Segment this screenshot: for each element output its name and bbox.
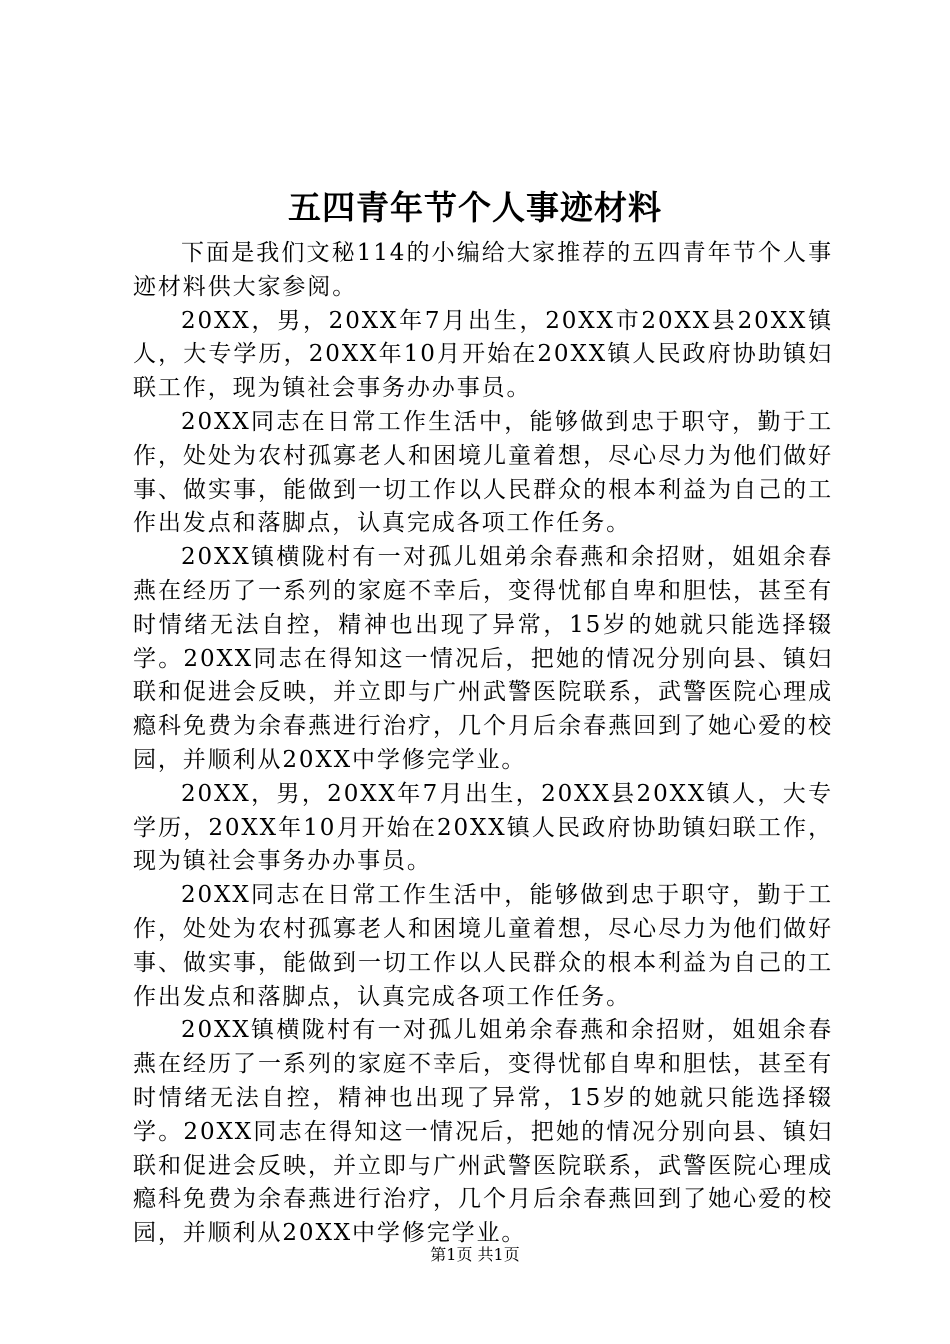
paragraph-profile-1: 20XX，男，20XX年7月出生，20XX市20XX县20XX镇人，大专学历，20XX年10月开始在20XX镇人民政府协助镇妇联工作，现为镇社会事务办办事员。	[133, 307, 833, 402]
paragraph-profile-2: 20XX，男，20XX年7月出生，20XX县20XX镇人，大专学历，20XX年10月开始在20XX镇人民政府协助镇妇联工作，现为镇社会事务办办事员。	[133, 780, 833, 875]
paragraph-work-2: 20XX同志在日常工作生活中，能够做到忠于职守，勤于工作，处处为农村孤寡老人和困境儿童着想，尽心尽力为他们做好事、做实事，能做到一切工作以人民群众的根本利益为自己的工作出发点和落脚点，认真完成各项工作任务。	[133, 882, 833, 1010]
document-title: 五四青年节个人事迹材料	[288, 188, 662, 227]
page-number-footer: 第1页 共1页	[430, 1245, 520, 1264]
document-body	[133, 237, 833, 1251]
paragraph-intro: 下面是我们文秘114的小编给大家推荐的五四青年节个人事迹材料供大家参阅。	[133, 240, 833, 300]
paragraph-story-2: 20XX镇横陇村有一对孤儿姐弟余春燕和余招财，姐姐余春燕在经历了一系列的家庭不幸后，变得忧郁自卑和胆怯，甚至有时情绪无法自控，精神也出现了异常，15岁的她就只能选择辍学。20XX同志在得知这一情况后，把她的情况分别向县、镇妇联和促进会反映，并立即与广州武警医院联系，武警医院心理成瘾科免费为余春燕进行治疗，几个月后余春燕回到了她心爱的校园，并顺利从20XX中学修完学业。	[133, 1017, 833, 1247]
paragraph-work-1: 20XX同志在日常工作生活中，能够做到忠于职守，勤于工作，处处为农村孤寡老人和困境儿童着想，尽心尽力为他们做好事、做实事，能做到一切工作以人民群众的根本利益为自己的工作出发点和落脚点，认真完成各项工作任务。	[133, 408, 833, 537]
paragraph-story-1: 20XX镇横陇村有一对孤儿姐弟余春燕和余招财，姐姐余春燕在经历了一系列的家庭不幸后，变得忧郁自卑和胆怯，甚至有时情绪无法自控，精神也出现了异常，15岁的她就只能选择辍学。20XX同志在得知这一情况后，把她的情况分别向县、镇妇联和促进会反映，并立即与广州武警医院联系，武警医院心理成瘾科免费为余春燕进行治疗，几个月后余春燕回到了她心爱的校园，并顺利从20XX中学修完学业。	[133, 544, 833, 773]
